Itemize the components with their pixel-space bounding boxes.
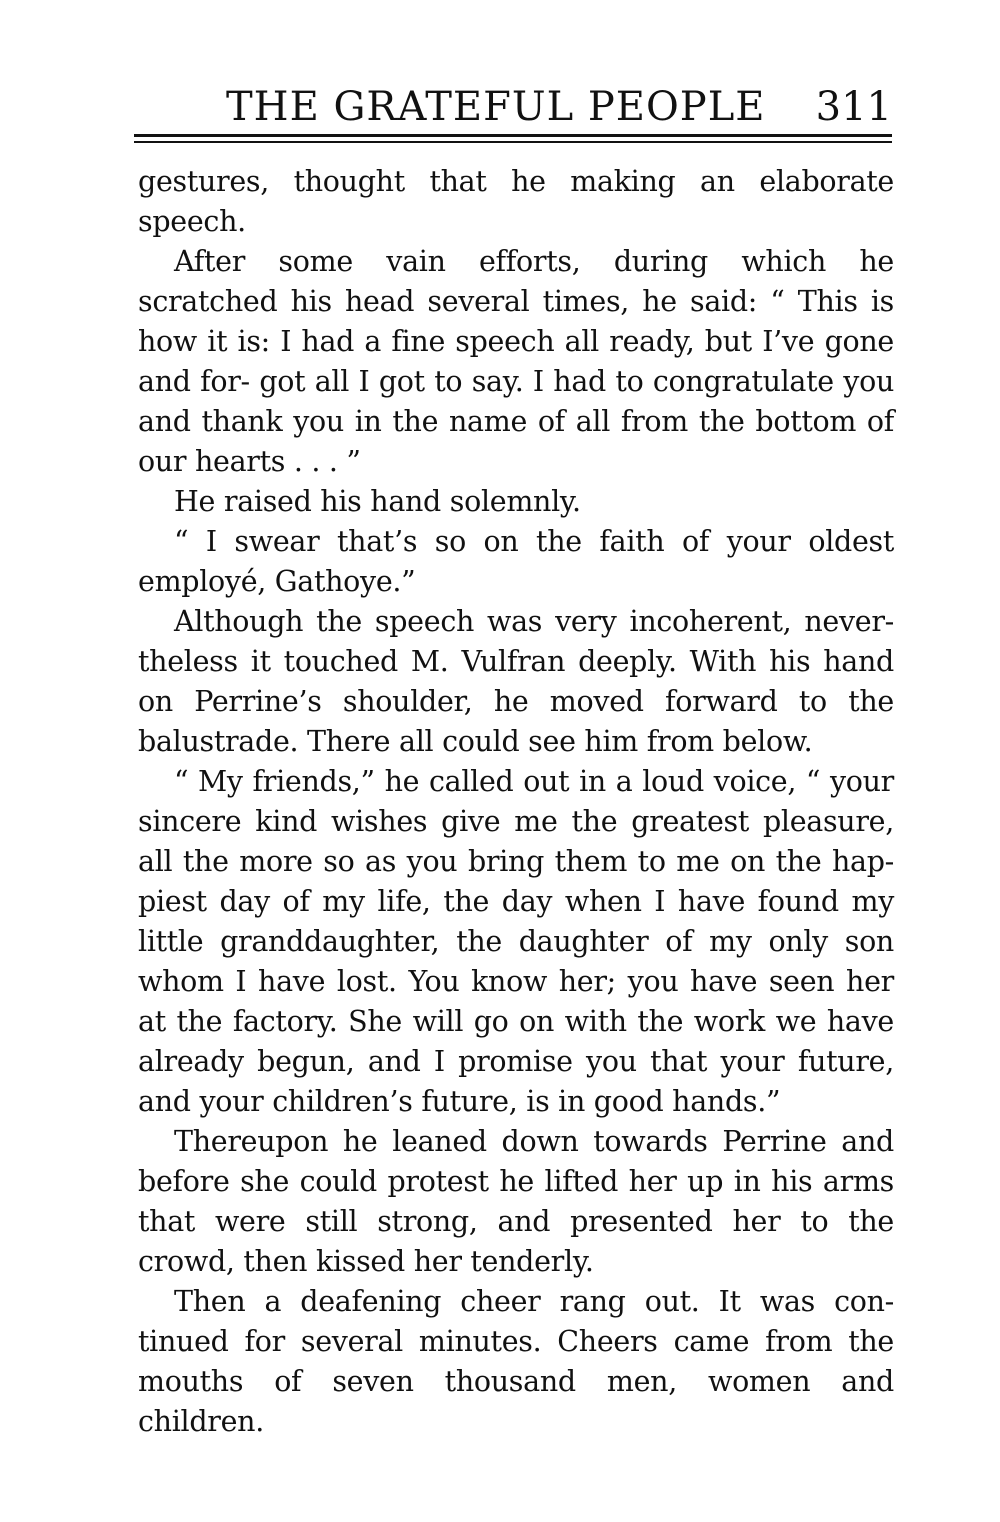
paragraph: He raised his hand solemnly. xyxy=(174,485,581,518)
header-rule-thick xyxy=(134,134,892,137)
header-rule-thin xyxy=(134,141,892,143)
paragraph: Thereupon he leaned down towards Perrine and before she could protest he lifted her up in his arms that were still strong, and presented her to the crowd, then kissed her tenderly. xyxy=(138,1125,894,1278)
paragraph: “ I swear that’s so on the faith of your oldest employé, Gathoye.” xyxy=(138,525,894,598)
paragraph: After some vain efforts, during which he scratched his head several times, he said: “ This is how it is: I had a fine speech all ready, but I’ve gone and for- got all I got to say. I had to congratulate you and thank you in the name of all from the bottom of our hearts . . . ” xyxy=(138,245,894,478)
paragraph: Then a deafening cheer rang out. It was con- tinued for several minutes. Cheers came from the mouths of seven thousand men, women and children. xyxy=(138,1285,894,1438)
page-number: 311 xyxy=(815,84,892,130)
running-head xyxy=(138,82,894,132)
body-text xyxy=(138,162,894,1442)
running-title: THE GRATEFUL PEOPLE xyxy=(226,84,766,130)
paragraph: “ My friends,” he called out in a loud voice, “ your sincere kind wishes give me the greatest pleasure, all the more so as you bring them to me on the hap- piest day of my life, the day when I have found my little granddaughter, the daughter of my only son whom I have lost. You know her; you have seen her at the factory. She will go on with the work we have already begun, and I promise you that your future, and your children’s future, is in good hands.” xyxy=(138,765,894,1118)
paragraph-continued: gestures, thought that he making an elaborate speech. xyxy=(138,165,894,238)
book-page xyxy=(138,82,894,1438)
paragraph: Although the speech was very incoherent, never- theless it touched M. Vulfran deeply. With his hand on Perrine’s shoulder, he moved forward to the balustrade. There all could see him from below. xyxy=(138,605,894,758)
